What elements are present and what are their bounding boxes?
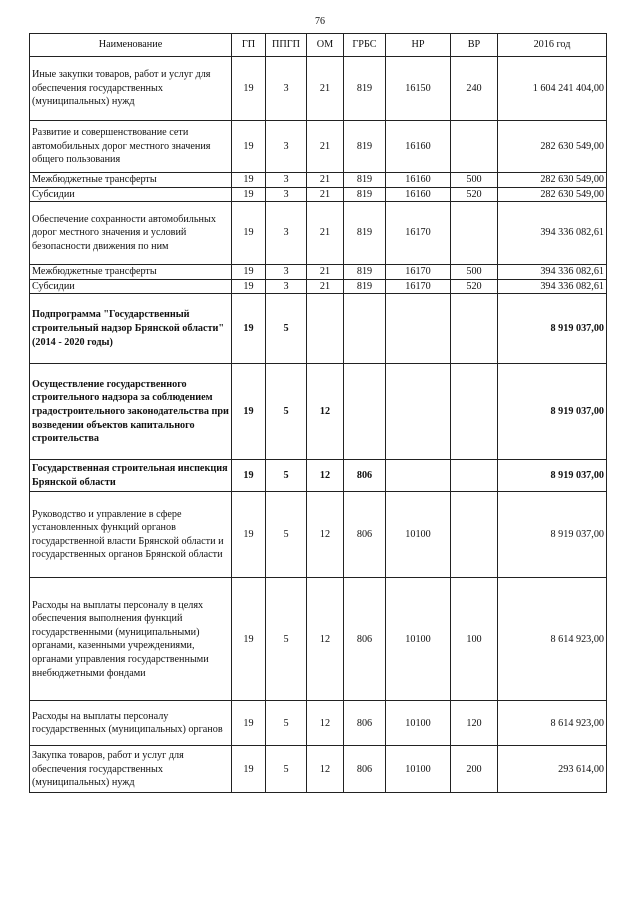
cell-ppgp: 3 — [266, 187, 307, 202]
header-name: Наименование — [30, 34, 232, 57]
cell-gp: 19 — [232, 294, 266, 364]
header-year: 2016 год — [498, 34, 607, 57]
cell-vr — [451, 492, 498, 578]
cell-grbs: 806 — [344, 701, 386, 746]
cell-om: 21 — [307, 279, 344, 294]
cell-gp: 19 — [232, 265, 266, 280]
cell-amount: 8 919 037,00 — [498, 492, 607, 578]
cell-om: 21 — [307, 265, 344, 280]
table-row — [30, 57, 607, 121]
cell-om: 21 — [307, 121, 344, 173]
cell-amount: 8 919 037,00 — [498, 364, 607, 460]
cell-om: 12 — [307, 460, 344, 492]
cell-om: 12 — [307, 701, 344, 746]
table-row — [30, 364, 607, 460]
cell-name: Государственная строительная инспекция Брянской области — [30, 460, 232, 492]
cell-vr — [451, 202, 498, 265]
cell-gp: 19 — [232, 460, 266, 492]
cell-nr: 16160 — [386, 187, 451, 202]
table-row — [30, 187, 607, 202]
cell-ppgp: 5 — [266, 364, 307, 460]
cell-gp: 19 — [232, 202, 266, 265]
table-row — [30, 121, 607, 173]
cell-om: 21 — [307, 57, 344, 121]
table-row — [30, 202, 607, 265]
cell-nr: 10100 — [386, 578, 451, 701]
cell-grbs: 819 — [344, 202, 386, 265]
cell-vr: 240 — [451, 57, 498, 121]
header-om: ОМ — [307, 34, 344, 57]
header-ppgp: ППГП — [266, 34, 307, 57]
cell-name: Субсидии — [30, 187, 232, 202]
cell-grbs: 806 — [344, 578, 386, 701]
header-grbs: ГРБС — [344, 34, 386, 57]
cell-ppgp: 3 — [266, 57, 307, 121]
cell-gp: 19 — [232, 187, 266, 202]
table-row — [30, 460, 607, 492]
cell-name: Субсидии — [30, 279, 232, 294]
cell-name: Межбюджетные трансферты — [30, 173, 232, 188]
table-header-row — [30, 34, 607, 57]
cell-ppgp: 3 — [266, 265, 307, 280]
cell-nr: 10100 — [386, 746, 451, 793]
cell-ppgp: 3 — [266, 202, 307, 265]
cell-nr — [386, 364, 451, 460]
cell-grbs — [344, 364, 386, 460]
cell-om — [307, 294, 344, 364]
cell-vr: 120 — [451, 701, 498, 746]
cell-gp: 19 — [232, 492, 266, 578]
cell-name: Развитие и совершенствование сети автомобильных дорог местного значения общего пользования — [30, 121, 232, 173]
table-body — [30, 57, 607, 793]
page-number: 76 — [315, 16, 325, 27]
cell-amount: 394 336 082,61 — [498, 265, 607, 280]
cell-nr — [386, 294, 451, 364]
cell-amount: 8 614 923,00 — [498, 578, 607, 701]
table-row — [30, 279, 607, 294]
cell-nr: 16150 — [386, 57, 451, 121]
cell-ppgp: 5 — [266, 746, 307, 793]
cell-vr — [451, 364, 498, 460]
cell-ppgp: 3 — [266, 279, 307, 294]
cell-vr: 100 — [451, 578, 498, 701]
cell-name: Межбюджетные трансферты — [30, 265, 232, 280]
table-row — [30, 578, 607, 701]
cell-om: 21 — [307, 173, 344, 188]
cell-gp: 19 — [232, 279, 266, 294]
cell-amount: 282 630 549,00 — [498, 121, 607, 173]
cell-ppgp: 5 — [266, 701, 307, 746]
table-row — [30, 492, 607, 578]
cell-vr: 500 — [451, 265, 498, 280]
cell-nr: 10100 — [386, 492, 451, 578]
cell-gp: 19 — [232, 746, 266, 793]
cell-vr — [451, 121, 498, 173]
cell-om: 21 — [307, 187, 344, 202]
budget-table — [29, 33, 607, 793]
cell-om: 12 — [307, 492, 344, 578]
cell-om: 12 — [307, 578, 344, 701]
table-row — [30, 294, 607, 364]
cell-vr: 520 — [451, 187, 498, 202]
cell-amount: 8 919 037,00 — [498, 294, 607, 364]
cell-name: Расходы на выплаты персоналу государственных (муниципальных) органов — [30, 701, 232, 746]
cell-ppgp: 3 — [266, 173, 307, 188]
cell-grbs: 819 — [344, 187, 386, 202]
cell-name: Иные закупки товаров, работ и услуг для обеспечения государственных (муниципальных) нужд — [30, 57, 232, 121]
cell-name: Руководство и управление в сфере установленных функций органов государственной власти Брянской области и государственных органов Брянской области — [30, 492, 232, 578]
cell-om: 12 — [307, 746, 344, 793]
cell-grbs: 819 — [344, 173, 386, 188]
table-row — [30, 746, 607, 793]
cell-grbs: 819 — [344, 121, 386, 173]
cell-amount: 394 336 082,61 — [498, 202, 607, 265]
cell-gp: 19 — [232, 701, 266, 746]
cell-nr: 16170 — [386, 279, 451, 294]
cell-vr — [451, 294, 498, 364]
cell-name: Обеспечение сохранности автомобильных дорог местного значения и условий безопасности движения по ним — [30, 202, 232, 265]
header-nr: НР — [386, 34, 451, 57]
cell-om: 21 — [307, 202, 344, 265]
cell-ppgp: 5 — [266, 578, 307, 701]
cell-amount: 394 336 082,61 — [498, 279, 607, 294]
cell-grbs: 806 — [344, 746, 386, 793]
cell-grbs: 819 — [344, 57, 386, 121]
cell-vr: 200 — [451, 746, 498, 793]
cell-nr: 16160 — [386, 121, 451, 173]
cell-om: 12 — [307, 364, 344, 460]
cell-grbs: 806 — [344, 492, 386, 578]
cell-gp: 19 — [232, 578, 266, 701]
cell-grbs — [344, 294, 386, 364]
cell-amount: 8 614 923,00 — [498, 701, 607, 746]
cell-amount: 8 919 037,00 — [498, 460, 607, 492]
header-gp: ГП — [232, 34, 266, 57]
cell-nr: 10100 — [386, 701, 451, 746]
cell-ppgp: 5 — [266, 492, 307, 578]
cell-ppgp: 5 — [266, 294, 307, 364]
cell-nr: 16170 — [386, 265, 451, 280]
cell-vr: 520 — [451, 279, 498, 294]
cell-name: Осуществление государственного строительного надзора за соблюдением градостроительного законодательства при возведении объектов капитального строительства — [30, 364, 232, 460]
header-vr: ВР — [451, 34, 498, 57]
cell-grbs: 819 — [344, 279, 386, 294]
cell-gp: 19 — [232, 173, 266, 188]
cell-vr — [451, 460, 498, 492]
cell-name: Закупка товаров, работ и услуг для обеспечения государственных (муниципальных) нужд — [30, 746, 232, 793]
cell-name: Расходы на выплаты персоналу в целях обеспечения выполнения функций государственными (муниципальными) органами, казенными учреждениями, органами управления государственными внебюджетными фондами — [30, 578, 232, 701]
cell-nr: 16160 — [386, 173, 451, 188]
table-row — [30, 701, 607, 746]
cell-ppgp: 3 — [266, 121, 307, 173]
cell-grbs: 819 — [344, 265, 386, 280]
cell-gp: 19 — [232, 57, 266, 121]
cell-gp: 19 — [232, 364, 266, 460]
cell-nr — [386, 460, 451, 492]
cell-amount: 1 604 241 404,00 — [498, 57, 607, 121]
cell-vr: 500 — [451, 173, 498, 188]
table-row — [30, 265, 607, 280]
cell-nr: 16170 — [386, 202, 451, 265]
cell-gp: 19 — [232, 121, 266, 173]
cell-ppgp: 5 — [266, 460, 307, 492]
cell-name: Подпрограмма "Государственный строительный надзор Брянской области" (2014 - 2020 годы) — [30, 294, 232, 364]
cell-amount: 282 630 549,00 — [498, 173, 607, 188]
table-row — [30, 173, 607, 188]
cell-amount: 293 614,00 — [498, 746, 607, 793]
cell-amount: 282 630 549,00 — [498, 187, 607, 202]
cell-grbs: 806 — [344, 460, 386, 492]
